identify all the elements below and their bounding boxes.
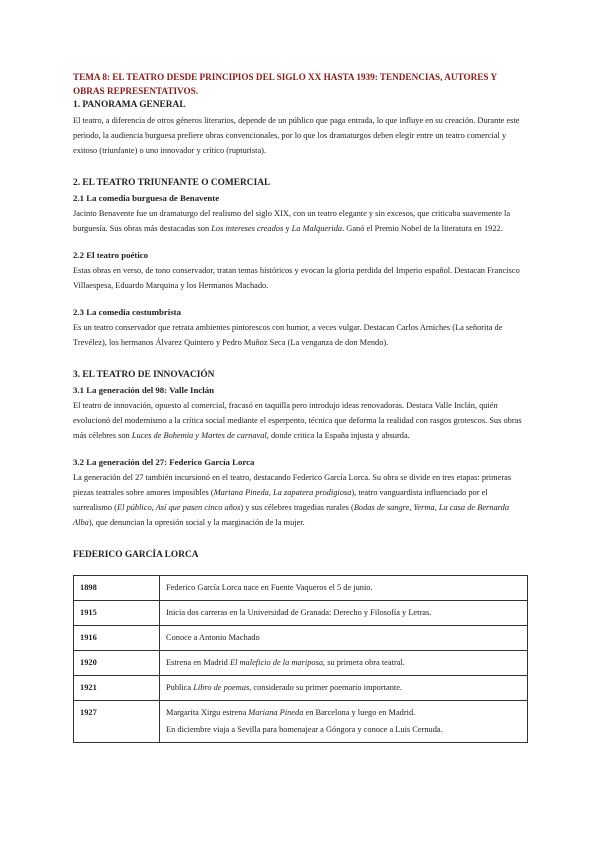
section-3-2-text bbox=[73, 470, 528, 530]
lorca-timeline-table bbox=[73, 575, 528, 743]
work-title: El público, Así que pasen cinco años bbox=[116, 503, 241, 512]
section-3-heading: 3. EL TEATRO DE INNOVACIÓN bbox=[73, 370, 215, 380]
section-3-1-text bbox=[73, 398, 528, 443]
year-cell: 1927 bbox=[74, 701, 160, 743]
year-cell: 1920 bbox=[74, 651, 160, 676]
section-2-1-heading: 2.1 La comedia burguesa de Benavente bbox=[73, 193, 220, 203]
text-run: ) y sus célebres tragedias rurales ( bbox=[240, 503, 354, 512]
work-title: El maleficio de la mariposa bbox=[229, 658, 324, 667]
work-title: Mariana Pineda bbox=[248, 708, 304, 717]
work-title: Luces de Bohemia y Martes de carnaval bbox=[131, 431, 267, 440]
work-title: Los intereses creados bbox=[211, 224, 284, 233]
text-run: ), teatro vanguardista influenciado por el surrealismo ( bbox=[73, 488, 488, 512]
text-run: , bbox=[409, 503, 414, 512]
text-run: , bbox=[434, 503, 439, 512]
year-cell: 1921 bbox=[74, 676, 160, 701]
work-title: La casa de Bernarda Alba bbox=[73, 503, 510, 527]
text-run: ), que denuncian la opresión social y la marginación de la mujer. bbox=[88, 518, 305, 527]
event-cell bbox=[160, 651, 528, 676]
work-title: La Malquerida bbox=[291, 224, 343, 233]
event-cell bbox=[160, 676, 528, 701]
year-cell: 1898 bbox=[74, 576, 160, 601]
text-run: , donde critica la España injusta y absurda. bbox=[266, 431, 410, 440]
section-3-2-heading: 3.2 La generación del 27: Federico García Lorca bbox=[73, 457, 255, 467]
table-row bbox=[74, 626, 528, 651]
section-2-2-heading: 2.2 El teatro poético bbox=[73, 250, 149, 260]
table-row bbox=[74, 601, 528, 626]
table-row bbox=[74, 576, 528, 601]
section-1-heading: 1. PANORAMA GENERAL bbox=[73, 100, 186, 110]
document-title: TEMA 8: EL TEATRO DESDE PRINCIPIOS DEL SIGLO XX HASTA 1939: TENDENCIAS, AUTORES Y OBRAS REPRESENTATIVOS. bbox=[73, 72, 497, 96]
work-title: Yerma bbox=[413, 503, 435, 512]
text-run: Estrena en Madrid bbox=[166, 658, 230, 667]
event-cell: Inicia dos carreras en la Universidad de Granada: Derecho y Filosofía y Letras. bbox=[160, 601, 528, 626]
text-run: Margarita Xirgu estrena bbox=[166, 708, 249, 717]
year-cell: 1915 bbox=[74, 601, 160, 626]
section-1-text: El teatro, a diferencia de otros géneros literarios, depende de un público que paga entrada, lo que influye en su creación. Durante este periodo, la audiencia burguesa prefiere obras convencionales, por lo que los dramaturgos deben elegir entre un teatro comercial y exitoso (triunfante) o uno innovador y crítico (rupturista). bbox=[73, 116, 520, 155]
text-run: en Barcelona y luego en Madrid. bbox=[303, 708, 416, 717]
event-cell bbox=[160, 701, 528, 743]
event-line-2: En diciembre viaja a Sevilla para homenajear a Góngora y conoce a Luis Cernuda. bbox=[166, 725, 443, 734]
year-cell: 1916 bbox=[74, 626, 160, 651]
work-title: Mariana Pineda, La zapatera prodigiosa bbox=[213, 488, 352, 497]
text-run: . Ganó el Premio Nobel de la literatura en 1922. bbox=[342, 224, 503, 233]
table-row bbox=[74, 651, 528, 676]
section-2-3-text: Es un teatro conservador que retrata ambientes pintorescos con humor, a veces vulgar. Destacan Carlos Arniches (La señorita de Trevélez), los hermanos Álvarez Quintero y Pedro Muñoz Seca (La venganza de don Mendo). bbox=[73, 323, 503, 347]
text-run: El teatro de innovación, opuesto al comercial, fracasó en taquilla pero introdujo ideas renovadoras. Destaca Valle Inclán, quién evolucionó del modernismo a la crítica social mediante el esperpento, técnica que deforma la realidad con rasgos grotescos. Sus obras más célebres son bbox=[73, 401, 522, 440]
text-run: Publica bbox=[166, 683, 194, 692]
section-2-heading: 2. EL TEATRO TRIUNFANTE O COMERCIAL bbox=[73, 178, 271, 188]
work-title: Libro de poemas bbox=[193, 683, 250, 692]
table-row bbox=[74, 701, 528, 743]
event-cell: Conoce a Antonio Machado bbox=[160, 626, 528, 651]
section-3-1-heading: 3.1 La generación del 98: Valle Inclán bbox=[73, 385, 214, 395]
lorca-heading: FEDERICO GARCÍA LORCA bbox=[73, 550, 199, 560]
table-row bbox=[74, 676, 528, 701]
work-title: Bodas de sangre bbox=[353, 503, 410, 512]
text-run: y bbox=[283, 224, 292, 233]
event-cell: Federico García Lorca nace en Fuente Vaqueros el 5 de junio. bbox=[160, 576, 528, 601]
section-2-2-text: Estas obras en verso, de tono conservador, tratan temas históricos y evocan la gloria perdida del Imperio español. Destacan Francisco Villaespesa, Eduardo Marquina y los Hermanos Machado. bbox=[73, 266, 520, 290]
text-run: , su primera obra teatral. bbox=[323, 658, 405, 667]
text-run: La generación del 27 también incursionó en el teatro, destacando Federico García Lorca. Su obra se divide en tres etapas: primeras piezas teatrales sobre amores imposibles ( bbox=[73, 473, 512, 497]
section-2-3-heading: 2.3 La comedia costumbrista bbox=[73, 307, 181, 317]
document-page bbox=[73, 70, 528, 743]
section-2-1-text bbox=[73, 206, 528, 236]
text-run: , considerado su primer poemario importante. bbox=[249, 683, 403, 692]
text-run: Jacinto Benavente fue un dramaturgo del realismo del siglo XIX, con un teatro elegante y sin excesos, que criticaba suavemente la burguesía. Sus obras más destacadas son bbox=[73, 209, 511, 233]
